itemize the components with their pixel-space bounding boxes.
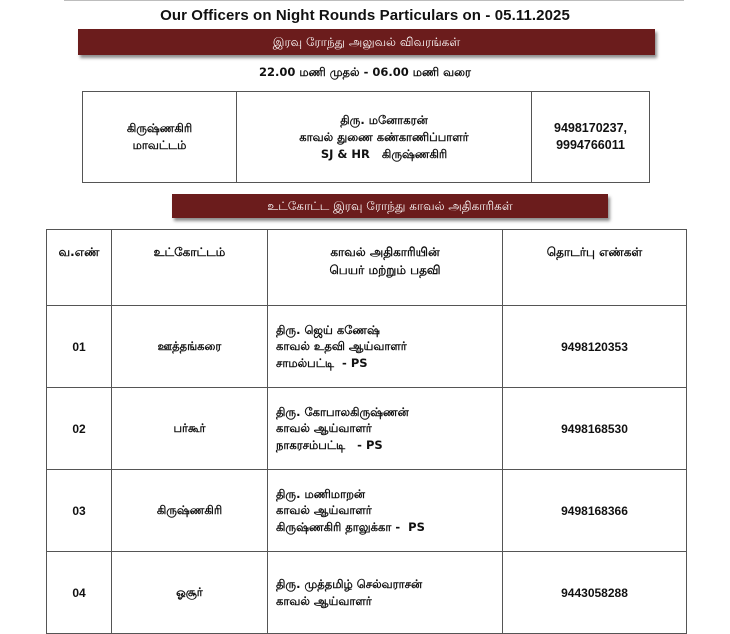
division-cell: ஓசூர் (112, 552, 268, 634)
district-officer-unit: SJ & HR கிருஷ்ணகிரி (320, 146, 448, 161)
district-officer-row (83, 92, 650, 183)
officer-header (268, 230, 503, 306)
district-phone-2: 9994766011 (556, 138, 625, 152)
timing-text: 22.00 மணி முதல் - 06.00 மணி வரை (259, 65, 471, 79)
night-rounds-banner: இரவு ரோந்து அலுவல் விவரங்கள் (78, 29, 655, 55)
officer-header-line-2: பெயர் மற்றும் பதவி (329, 263, 441, 277)
district-officer-cell (237, 92, 532, 183)
subdivision-officers-banner: உட்கோட்ட இரவு ரோந்து காவல் அதிகாரிகள் (172, 194, 608, 218)
table-row (47, 470, 687, 552)
serial-cell: 03 (47, 470, 112, 552)
officer-cell (268, 388, 503, 470)
top-divider (64, 0, 684, 1)
officer-rank: காவல் ஆய்வாளர் (276, 421, 372, 436)
phone-cell: 9498168530 (503, 388, 687, 470)
officer-name: திரு. கோபாலகிருஷ்ணன் (276, 404, 409, 419)
district-line-1: கிருஷ்ணகிரி (126, 121, 193, 135)
officer-station: கிருஷ்ணகிரி தாலுக்கா - PS (276, 519, 425, 534)
district-officer-name: திரு. மனோகரன் (340, 112, 428, 127)
officer-rank: காவல் ஆய்வாளர் (276, 593, 372, 608)
page-title: Our Officers on Night Rounds Particulars on - 05.11.2025 (160, 7, 570, 24)
table-row (47, 388, 687, 470)
officer-rank: காவல் உதவி ஆய்வாளர் (276, 339, 407, 354)
officer-station: சாமல்பட்டி - PS (276, 355, 368, 370)
phone-cell: 9498120353 (503, 306, 687, 388)
district-cell (83, 92, 237, 183)
serial-cell: 04 (47, 552, 112, 634)
contact-header: தொடர்பு எண்கள் (503, 230, 687, 306)
night-rounds-table (46, 229, 687, 634)
district-phone-cell (532, 92, 650, 183)
phone-cell: 9443058288 (503, 552, 687, 634)
district-line-2: மாவட்டம் (132, 138, 187, 152)
table-row (47, 552, 687, 634)
phone-cell: 9498168366 (503, 470, 687, 552)
division-header: உட்கோட்டம் (112, 230, 268, 306)
officer-cell (268, 470, 503, 552)
officer-name: திரு. ஜெய் கணேஷ் (276, 322, 380, 337)
officer-header-line-1: காவல் அதிகாரியின் (330, 245, 440, 259)
officer-name: திரு. மணிமாறன் (276, 486, 366, 501)
division-cell: ஊத்தங்கரை (112, 306, 268, 388)
officer-station: நாகரசம்பட்டி - PS (276, 437, 383, 452)
officer-rank: காவல் ஆய்வாளர் (276, 503, 372, 518)
officer-name: திரு. முத்தமிழ் செல்வராசன் (276, 577, 423, 591)
officer-cell (268, 306, 503, 388)
district-officer-designation: காவல் துணை கண்காணிப்பாளர் (299, 129, 469, 144)
district-officer-table (82, 91, 650, 183)
serial-cell: 01 (47, 306, 112, 388)
serial-cell: 02 (47, 388, 112, 470)
table-row (47, 306, 687, 388)
serial-header: வ.எண் (47, 230, 112, 306)
district-phone-1: 9498170237, (554, 121, 627, 135)
division-cell: கிருஷ்ணகிரி (112, 470, 268, 552)
table-header-row (47, 230, 687, 306)
officer-cell (268, 552, 503, 634)
division-cell: பர்கூர் (112, 388, 268, 470)
